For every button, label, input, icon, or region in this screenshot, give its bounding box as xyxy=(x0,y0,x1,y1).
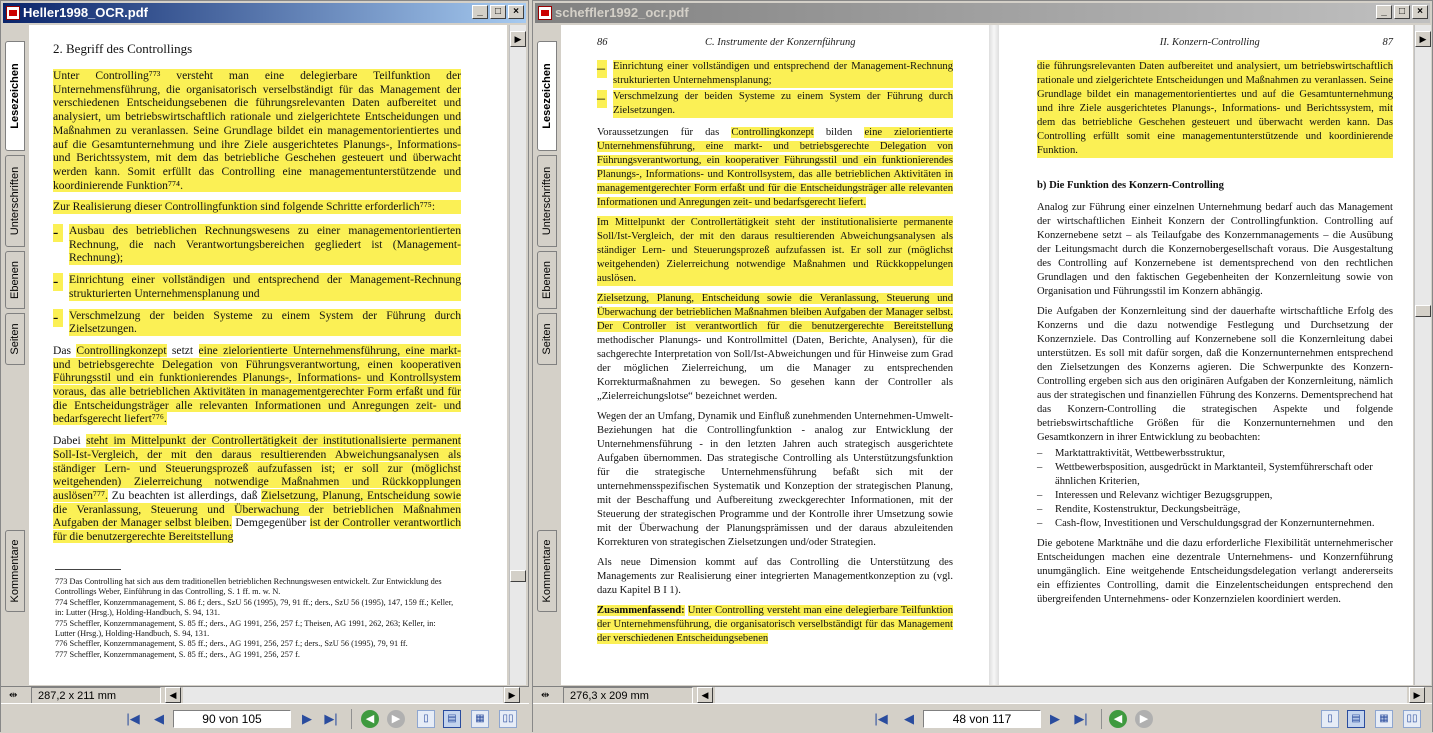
right-status-bar xyxy=(533,686,1432,704)
continuous-view-icon[interactable]: ▤ xyxy=(1347,710,1365,728)
bullet-list xyxy=(53,224,461,336)
list-item: - Einrichtung einer vollständigen und entsprechend der Management-Rechnung strukturierten Unternehmensplanung und xyxy=(53,273,461,300)
minimize-button[interactable]: _ xyxy=(1376,5,1392,19)
continuous-facing-view-icon[interactable]: ▯▯ xyxy=(499,710,517,728)
single-page-view-icon[interactable]: ▯ xyxy=(1321,710,1339,728)
page-header xyxy=(1037,37,1393,48)
paragraph: Wegen der an Umfang, Dynamik und Einfluß zunehmenden Unternehmen-Umwelt-Beziehungen hat die Controllingfunktion - analog zur Entwicklung der Unternehmensführung - in den letzten Jahren auch strategisch ausgerichtete Aufgaben übernommen. Das strategische Controlling als Unterstützungsfunktion für die strategische Unternehmensführung befaßt sich mit der unternehmensspezifischen Systematik und Konzeption der strategischen Planung, mit der Beschaffung und Aufbereitung zweckgerechter Informationen, mit der Steuerung der strategischen Programme und der Kontrolle ihrer Umsetzung sowie mit der Überwachung der Planungsprämissen und der daraus abzuleitenden Korrekturen von strategischen Zielsetzungen und/oder Strategien. xyxy=(597,411,953,548)
first-page-icon[interactable]: |◀ xyxy=(874,711,888,726)
footnotes xyxy=(55,577,455,660)
list-item: – Verschmelzung der beiden Systeme zu einem System der Führung durch Zielsetzungen. xyxy=(597,90,953,116)
paragraph: Dabei steht im Mittelpunkt der Controllertätigkeit der institutionalisierte permanent Soll-Ist-Vergleich, der mit den daraus resultierenden Abweichungsanalysen als ständiger Lern- und Steuerungsprozeß aufzufassen ist; er soll zur (möglichst weitgehenden) Zielerreichung notwendige Maßnahmen und Rückkopplungen auslösen⁷⁷⁷. Zu beachten ist allerdings, daß Zielsetzung, Planung, Entscheidung sowie die Veranlassung, Steuerung und Überwachung der betrieblichen Maßnahmen Aufgaben der Manager selbst bleiben. Demgegenüber ist der Controller verantwortlich für die benutzergerechte Bereitstellung xyxy=(53,434,462,544)
book-page-86 xyxy=(597,37,953,652)
list-item: – Wettbewerbsposition, ausgedrückt in Marktanteil, Systemführerschaft oder ähnlichen Kriterien, xyxy=(1037,462,1373,487)
paragraph: Als neue Dimension kommt auf das Controlling die Unterstützung des Managements zur Realisierung einer integrierten Managementkonzeption zu (vgl. dazu Kapitel B I 1). xyxy=(597,557,953,596)
last-page-icon[interactable]: ▶| xyxy=(1074,711,1088,726)
book-page-87 xyxy=(1037,37,1393,613)
close-button[interactable]: × xyxy=(1412,5,1428,19)
page-number: 87 xyxy=(1382,37,1393,48)
pdf-file-icon xyxy=(538,6,552,20)
maximize-button[interactable]: □ xyxy=(1394,5,1410,19)
paragraph: Zielsetzung, Planung, Entscheidung sowie die Veranlassung, Steuerung und Überwachung der betrieblichen Maßnahmen bleiben Aufgaben der Manager selbst. Der Controller ist verantwortlich für die benutzergerechte Bereitstellung methodischer Planungs- und Kontrollmittel (Daten, Berichte, Analysen), für die sachgerechte Interpretation von Soll/Ist-Abweichungen und für Hinweise zum Grad der möglichen Zielerreichung, um die Manager zu entsprechenden Korrekturmaßnahmen zu bewegen. So gesehen kann der Controller als „Zielerreichungslotse“ bezeichnet werden. xyxy=(597,293,953,402)
next-page-icon[interactable]: ▶ xyxy=(1050,711,1060,726)
list-item: – Einrichtung einer vollständigen und entsprechend der Management-Rechnung strukturierten Unternehmensplanung; xyxy=(597,60,953,86)
back-arrow-icon[interactable]: ◀ xyxy=(361,710,379,728)
forward-arrow-icon[interactable]: ▶ xyxy=(1135,710,1153,728)
paragraph: die führungsrelevanten Daten aufbereitet und analysiert, um betriebswirtschaftlich rationale und zielgerichtete Entscheidungen und Maßnahmen zu veranlassen. Seine Grundlage bildet ein managementorientiertes und auf die Gesamtunternehmung und ihre Ziele ausgerichtetes Planungs-, Informations- und Berichtssystem, mit dem das betriebliche Geschehen gesteuert und überwacht werden kann. Das Controlling erfüllt somit eine managementunterstützende und koordinierende Funktion. xyxy=(1037,61,1393,156)
page-number-field[interactable]: 48 von 117 xyxy=(923,710,1041,728)
paragraph: Zur Realisierung dieser Controllingfunktion sind folgende Schritte erforderlich⁷⁷⁵: xyxy=(53,200,461,214)
left-side-panel-tabs xyxy=(3,25,27,667)
footnote: 773 Das Controlling hat sich aus dem traditionellen betrieblichen Rechnungswesen entwickelt. Zur Entwicklung des Controllings Weber, Einführung in das Controlling, S. 1 ff. m. w. N. xyxy=(55,577,442,597)
tab-comments[interactable]: Kommentare xyxy=(537,530,557,612)
tab-bookmarks[interactable]: Lesezeichen xyxy=(537,41,557,151)
tab-layers[interactable]: Ebenen xyxy=(5,251,25,309)
previous-page-icon[interactable]: ◀ xyxy=(154,711,164,726)
separator xyxy=(1101,709,1102,729)
left-horizontal-scrollbar[interactable] xyxy=(183,687,503,704)
continuous-facing-view-icon[interactable]: ▯▯ xyxy=(1403,710,1421,728)
right-side-panel-tabs xyxy=(535,25,559,667)
previous-page-icon[interactable]: ◀ xyxy=(904,711,914,726)
page-dimensions: 287,2 x 211 mm xyxy=(31,687,161,704)
last-page-icon[interactable]: ▶| xyxy=(324,711,338,726)
section-heading: 2. Begriff des Controllings xyxy=(53,41,193,56)
page-header xyxy=(597,37,953,48)
scroll-thumb[interactable] xyxy=(1415,305,1431,317)
paragraph: Unter Controlling⁷⁷³ versteht man eine delegierbare Teilfunktion der Unternehmensführung, die organisatorisch verselbständigt für das Management der verschiedenen Entscheidungsebenen die führungsrelevanten Daten aufbereitet und analysiert, um betriebswirtschaftlich rationale und zielgerichtete Entscheidungen und Maßnahmen zu veranlassen. Seine Grundlage bildet ein managementorientiertes und auf die Gesamtunternehmung und ihre Ziele ausgerichtetes Planungs-, Informations- und Berichtssystem, mit dem das betriebliche Geschehen gesteuert und überwacht werden kann. Somit erfüllt das Controlling eine managementunterstützende und koordinierende Funktion⁷⁷⁴. xyxy=(53,69,461,192)
left-pdf-window xyxy=(0,0,529,732)
back-arrow-icon[interactable]: ◀ xyxy=(1109,710,1127,728)
right-document-view[interactable] xyxy=(561,25,1413,685)
paragraph: Die Aufgaben der Konzernleitung sind der dauerhafte wirtschaftliche Erfolg des Konzerns und die dazu notwendige Festlegung und Durchsetzung der Konzernziele. Das Controlling auf Konzernebene soll die Konzernleitung dabei unterstützen. Es soll mit dafür sorgen, daß die Konzernunternehmen entsprechend den Zielsetzungen des Konzerns agieren. Die Schwerpunkte des Konzern-Controlling ergeben sich aus den originären Aufgaben der Konzernleitung, nämlich aus der strategischen und finanziellen Führung des Konzerns. Dementsprechend hat das Konzern-Controlling die strategischen Aspekte und folgende betriebswirtschaftliche Größen für die Konzernunternehmen und den Gesamtkonzern in ihrer Entwicklung zu beobachten: xyxy=(1037,306,1393,443)
maximize-button[interactable]: □ xyxy=(490,5,506,19)
tab-layers[interactable]: Ebenen xyxy=(537,251,557,309)
scroll-right-arrow-icon[interactable]: ▶ xyxy=(504,687,520,703)
page-dimensions: 276,3 x 209 mm xyxy=(563,687,693,704)
dash-list xyxy=(1037,447,1393,531)
left-window-title: Heller1998_OCR.pdf xyxy=(23,5,148,20)
tab-bookmarks[interactable]: Lesezeichen xyxy=(5,41,25,151)
expand-icon[interactable]: ⇹ xyxy=(541,690,550,701)
running-header: C. Instrumente der Konzernführung xyxy=(705,37,856,48)
single-page-view-icon[interactable]: ▯ xyxy=(417,710,435,728)
right-titlebar[interactable] xyxy=(535,3,1430,23)
footnote: 776 Scheffler, Konzernmanagement, S. 85 ff.; ders., AG 1991, 256, 257 f.; ders., SzU 56 (1995), 79, 91 ff. xyxy=(55,639,408,649)
right-navigation-bar xyxy=(533,703,1432,733)
footnote: 777 Scheffler, Konzernmanagement, S. 85 ff.; ders., AG 1991, 256, 257 f. xyxy=(55,649,300,659)
right-pdf-window xyxy=(532,0,1433,732)
tab-pages[interactable]: Seiten xyxy=(537,313,557,365)
left-status-bar xyxy=(1,686,529,704)
minimize-button[interactable]: _ xyxy=(472,5,488,19)
paragraph: Voraussetzungen für das Controllingkonzept bilden eine zielorientierte Unternehmensführung, eine markt- und betriebsgerechte Delegation von Führungsverantwortung, ein kooperativer Führungsstil und ein funktionierendes Planungs-, Informations- und Kontrollsystem, das alle betrieblichen Aktivitäten in managementgerechter Form erfaßt und für die Entscheidungsträger alle relevanten Informationen und Anregungen zeit- und bedarfsgerecht liefert. xyxy=(597,127,953,208)
expand-icon[interactable]: ⇹ xyxy=(9,690,18,701)
left-document-view[interactable] xyxy=(29,25,507,685)
page-number-field[interactable]: 90 von 105 xyxy=(173,710,291,728)
close-button[interactable]: × xyxy=(508,5,524,19)
facing-view-icon[interactable]: ▦ xyxy=(471,710,489,728)
scroll-right-arrow-icon[interactable]: ▶ xyxy=(510,31,526,47)
pdf-file-icon xyxy=(6,6,20,20)
tab-comments[interactable]: Kommentare xyxy=(5,530,25,612)
right-window-title: scheffler1992_ocr.pdf xyxy=(555,5,689,20)
tab-signatures[interactable]: Unterschriften xyxy=(537,155,557,247)
first-page-icon[interactable]: |◀ xyxy=(126,711,140,726)
paragraph: Das Controllingkonzept setzt eine zielorientierte Unternehmensführung, eine markt- und betriebsgerechte Delegation von Führungsverantwortung, einen kooperativen Führungsstil und ein funktionierendes Planungs-, Informations- und Kontrollsystem voraus, das alle betrieblichen Aktivitäten in managementgerechter Form erfaßt und für die Entscheidungsträger alle relevanten Informationen und Anregungen zeit- und bedarfsgerecht liefert⁷⁷⁶. xyxy=(53,343,462,426)
left-navigation-bar xyxy=(1,703,529,733)
list-item: - Verschmelzung der beiden Systeme zu einem System der Führung durch Zielsetzungen. xyxy=(53,308,461,336)
separator xyxy=(351,709,352,729)
scroll-right-arrow-icon[interactable]: ▶ xyxy=(1409,687,1425,703)
paragraph: Analog zur Führung einer einzelnen Unternehmung bedarf auch das Management der wirtschaftlichen Einheit Konzern der Controllingfunktion. Controlling auf Konzernebene setzt – als Teilaufgabe des Konzernmanagements – die Ausübung der Leitungsmacht durch die Konzernobergesellschaft voraus. Die Ausgestaltung des Controlling auf Konzernebene ist dementsprechend von den rechtlichen Grundlagen und den faktischen Gegebenheiten der Konzernleitung sowie von Organisation und Führungsstil im Konzern abhängig. xyxy=(1037,202,1393,297)
next-page-icon[interactable]: ▶ xyxy=(302,711,312,726)
footnote-divider xyxy=(55,569,121,570)
scroll-thumb[interactable] xyxy=(510,570,526,582)
forward-arrow-icon[interactable]: ▶ xyxy=(387,710,405,728)
right-vertical-scrollbar[interactable] xyxy=(1414,25,1431,685)
continuous-view-icon[interactable]: ▤ xyxy=(443,710,461,728)
left-page-content xyxy=(53,41,461,544)
book-gutter xyxy=(989,25,999,685)
page-number: 86 xyxy=(597,37,608,48)
footnote: 775 Scheffler, Konzernmanagement, S. 85 ff.; ders., AG 1991, 256, 257 f.; Theisen, AG 1991, 262, 263; Keller, in: Lutter (Hrsg.), Holding-Handbuch, S. 94, 131. xyxy=(55,618,436,639)
left-vertical-scrollbar[interactable] xyxy=(509,25,526,685)
facing-view-icon[interactable]: ▦ xyxy=(1375,710,1393,728)
tab-pages[interactable]: Seiten xyxy=(5,313,25,365)
list-item: – Cash-flow, Investitionen und Verschuldungsgrad der Konzernunternehmen. xyxy=(1037,518,1375,529)
list-item: – Interessen und Relevanz wichtiger Bezugsgruppen, xyxy=(1037,490,1273,501)
paragraph: Zusammenfassend: Unter Controlling versteht man eine delegierbare Teilfunktion der Unternehmensführung, die organisatorisch verselbständigt für das Management der verschiedenen Entscheidungsebenen xyxy=(597,605,953,644)
running-header: II. Konzern-Controlling xyxy=(1159,37,1260,48)
subsection-heading: b) Die Funktion des Konzern-Controlling xyxy=(1037,180,1224,191)
paragraph: Die gebotene Marktnähe und die dazu erforderliche Flexibilität unternehmerischer Entscheidungen machen eine dezentrale Unternehmens- und Konzernführung unumgänglich. Eine weitgehende Entscheidungsdelegation verlangt andererseits ein effizientes Controlling, damit die Einzelentscheidungen entsprechend den übergreifenden Unternehmens- oder Konzernzielen koordiniert werden. xyxy=(1037,538,1393,605)
scroll-left-arrow-icon[interactable]: ◀ xyxy=(697,687,713,703)
list-item: – Rendite, Kostenstruktur, Deckungsbeiträge, xyxy=(1037,504,1241,515)
scroll-right-arrow-icon[interactable]: ▶ xyxy=(1415,31,1431,47)
list-item: – Marktattraktivität, Wettbewerbsstruktur, xyxy=(1037,448,1226,459)
list-item: - Ausbau des betrieblichen Rechnungswesens zu einer managementorientierten Rechnung, die nach Verantwortungsbereichen gegliedert ist (Management-Rechnung); xyxy=(53,224,461,265)
right-horizontal-scrollbar[interactable] xyxy=(715,687,1407,704)
footnote: 774 Scheffler, Konzernmanagement, S. 86 f.; ders., SzU 56 (1995), 79, 91 ff.; ders., SzU 56 (1995), 147, 159 ff.; Keller, in: Lutter (Hrsg.), Holding-Handbuch, S. 94, 131. xyxy=(55,597,454,618)
left-titlebar[interactable] xyxy=(3,3,526,23)
tab-signatures[interactable]: Unterschriften xyxy=(5,155,25,247)
paragraph: Im Mittelpunkt der Controllertätigkeit steht der institutionalisierte permanente Soll/Ist-Vergleich, der mit den daraus resultierenden Abweichungsanalysen als ständiger Lern- und Steuerungsprozeß aufzufassen ist. Er soll zur (möglichst weitgehenden) Zielerreichung notwendige Maßnahmen und Rückkoppelungen auslösen. xyxy=(597,217,953,284)
scroll-left-arrow-icon[interactable]: ◀ xyxy=(165,687,181,703)
